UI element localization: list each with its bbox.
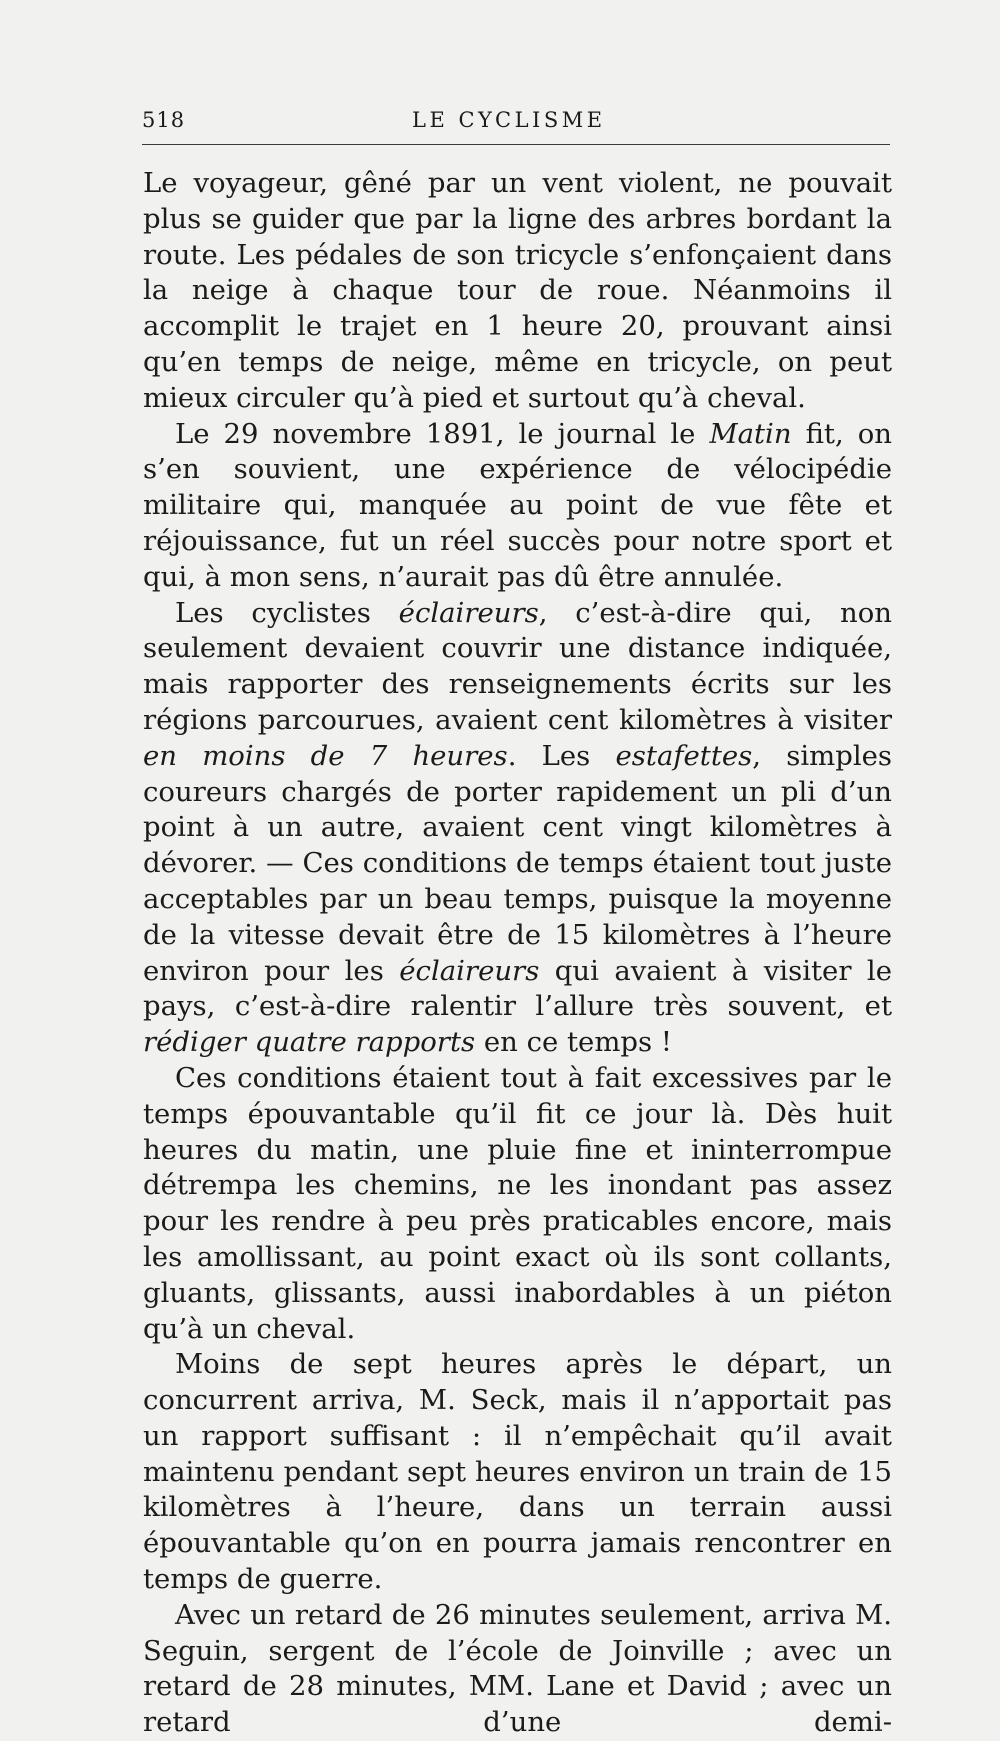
- italic-text: éclaireurs: [399, 954, 540, 987]
- text-run: en ce temps !: [475, 1026, 672, 1059]
- text-run: . Les: [507, 739, 616, 772]
- paragraph: [143, 166, 892, 417]
- italic-text: en moins de 7 heures: [143, 739, 508, 772]
- paragraph: [143, 1598, 892, 1741]
- page-number: 518: [142, 108, 186, 132]
- text-run: fit, on s’en souvient, une expérience de vélocipédie militaire qui, manquée au point de vue fête et réjouissance, fut un réel succès pour notre sport et qui, à mon sens, n’aurait pas dû être annulée.: [143, 417, 892, 593]
- running-title: LE CYCLISME: [412, 108, 606, 132]
- paragraph: [143, 596, 892, 1061]
- text-run: , c’est-à-dire qui, non seulement devaient couvrir une distance indiquée, mais rapporter des renseignements écrits sur les régions parcourues, avaient cent kilomètres à visiter: [143, 596, 892, 736]
- running-header: [142, 108, 890, 132]
- text-run: Avec un retard de 26 minutes seulement, arriva M. Seguin, sergent de l’école de Joinville ; avec un retard de 28 minutes, MM. Lane et David ; avec un retard d’une demi-: [143, 1598, 892, 1739]
- italic-text: Matin: [709, 417, 792, 450]
- text-run: Les cyclistes: [175, 596, 399, 629]
- text-run: Moins de sept heures après le départ, un concurrent arriva, M. Seck, mais il n’apportait pas un rapport suffisant : il n’empêchait qu’il avait maintenu pendant sept heures environ un train de 15 kilomètres à l’heure, dans un terrain aussi épouvantable qu’on en pourra jamais rencontrer en temps de guerre.: [143, 1348, 892, 1596]
- text-run: Le 29 novembre 1891, le journal le: [175, 417, 710, 450]
- text-run: qui avaient à visiter le pays, c’est-à-dire ralentir l’allure très souvent, et: [143, 954, 892, 1023]
- italic-text: éclaireurs: [398, 596, 539, 629]
- paragraph: [143, 417, 892, 596]
- italic-text: estafettes: [615, 739, 753, 772]
- header-rule: [142, 144, 890, 145]
- paragraph: [143, 1061, 892, 1347]
- text-run: Le voyageur, gêné par un vent violent, ne pouvait plus se guider que par la ligne des arbres bordant la route. Les pédales de son tricycle s’enfonçaient dans la neige à chaque tour de roue. Néanmoins il accomplit le trajet en 1 heure 20, prouvant ainsi qu’en temps de neige, même en tricycle, on peut mieux circuler qu’à pied et surtout qu’à cheval.: [143, 167, 892, 414]
- italic-text: rédiger quatre rapports: [143, 1026, 476, 1059]
- text-run: , simples coureurs chargés de porter rapidement un pli d’un point à un autre, avaient cent vingt kilomètres à dévorer. — Ces conditions de temps étaient tout juste acceptables par un beau temps, puisque la moyenne de la vitesse devait être de 15 kilomètres à l’heure environ pour les: [143, 739, 893, 987]
- text-run: Ces conditions étaient tout à fait excessives par le temps épouvantable qu’il fit ce jour là. Dès huit heures du matin, une pluie fine et ininterrompue détrempa les chemins, ne les inondant pas assez pour les rendre à peu près praticables encore, mais les amollissant, au point exact où ils sont collants, gluants, glissants, aussi inabordables à un piéton qu’à un cheval.: [143, 1061, 892, 1345]
- paragraph: [143, 1347, 892, 1598]
- body-text: [143, 166, 892, 1741]
